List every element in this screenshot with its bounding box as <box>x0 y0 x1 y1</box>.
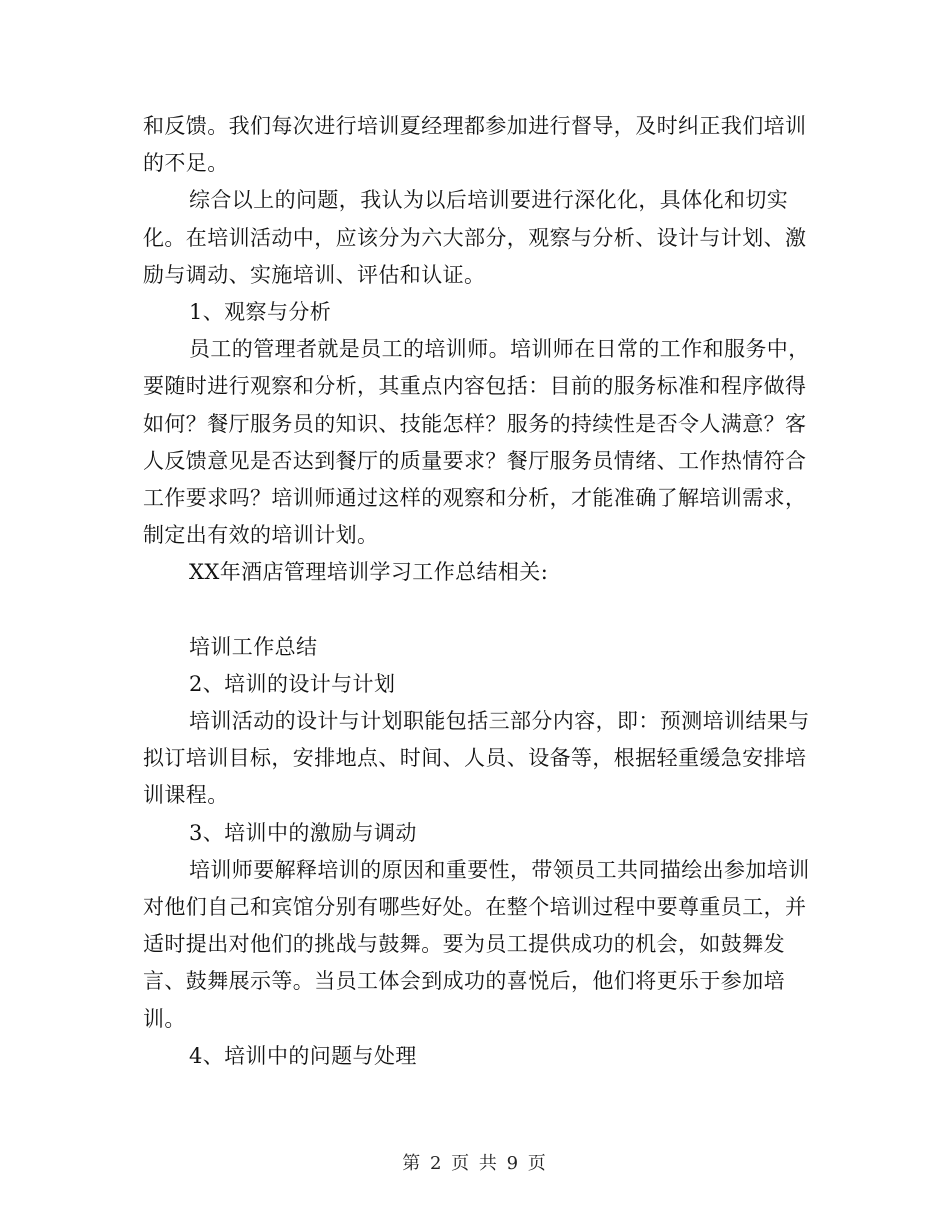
paragraph-2: 综合以上的问题，我认为以后培训要进行深化化，具体化和切实化。在培训活动中，应该分为六大部分，观察与分析、设计与计划、激励与调动、实施培训、评估和认证。 <box>143 188 807 287</box>
blank-line <box>143 592 813 629</box>
paragraph-4: 培训活动的设计与计划职能包括三部分内容，即：预测培训结果与拟订培训目标，安排地点、时间、人员、设备等，根据轻重缓急安排培训课程。 <box>143 709 810 808</box>
paragraph-5: 培训师要解释培训的原因和重要性，带领员工共同描绘出参加培训对他们自己和宾馆分别有哪些好处。在整个培训过程中要尊重员工，并适时提出对他们的挑战与鼓舞。要为员工提供成功的机会，如鼓舞发言、鼓舞展示等。当员工体会到成功的喜悦后，他们将更乐于参加培训。 <box>143 857 810 1031</box>
paragraph-1: 和反馈。我们每次进行培训夏经理都参加进行督导，及时纠正我们培训的不足。 <box>143 114 807 176</box>
section-heading-1: 1、观察与分析 <box>189 300 332 325</box>
sub-title: 培训工作总结 <box>189 634 318 659</box>
related-heading: XX年酒店管理培训学习工作总结相关: <box>189 560 549 585</box>
section-heading-2: 2、培训的设计与计划 <box>189 671 396 696</box>
section-heading-3: 3、培训中的激励与调动 <box>189 820 417 845</box>
paragraph-3: 员工的管理者就是员工的培训师。培训师在日常的工作和服务中，要随时进行观察和分析，其重点内容包括：目前的服务标准和程序做得如何？餐厅服务员的知识、技能怎样？服务的持续性是否令人满意？客人反馈意见是否达到餐厅的质量要求？餐厅服务员情绪、工作热情符合工作要求吗？培训师通过这样的观察和分析，才能准确了解培训需求，制定出有效的培训计划。 <box>143 337 810 548</box>
page-number-footer: 第 2 页 共 9 页 <box>402 1153 548 1174</box>
section-heading-4: 4、培训中的问题与处理 <box>189 1043 417 1068</box>
document-body <box>143 108 813 1075</box>
